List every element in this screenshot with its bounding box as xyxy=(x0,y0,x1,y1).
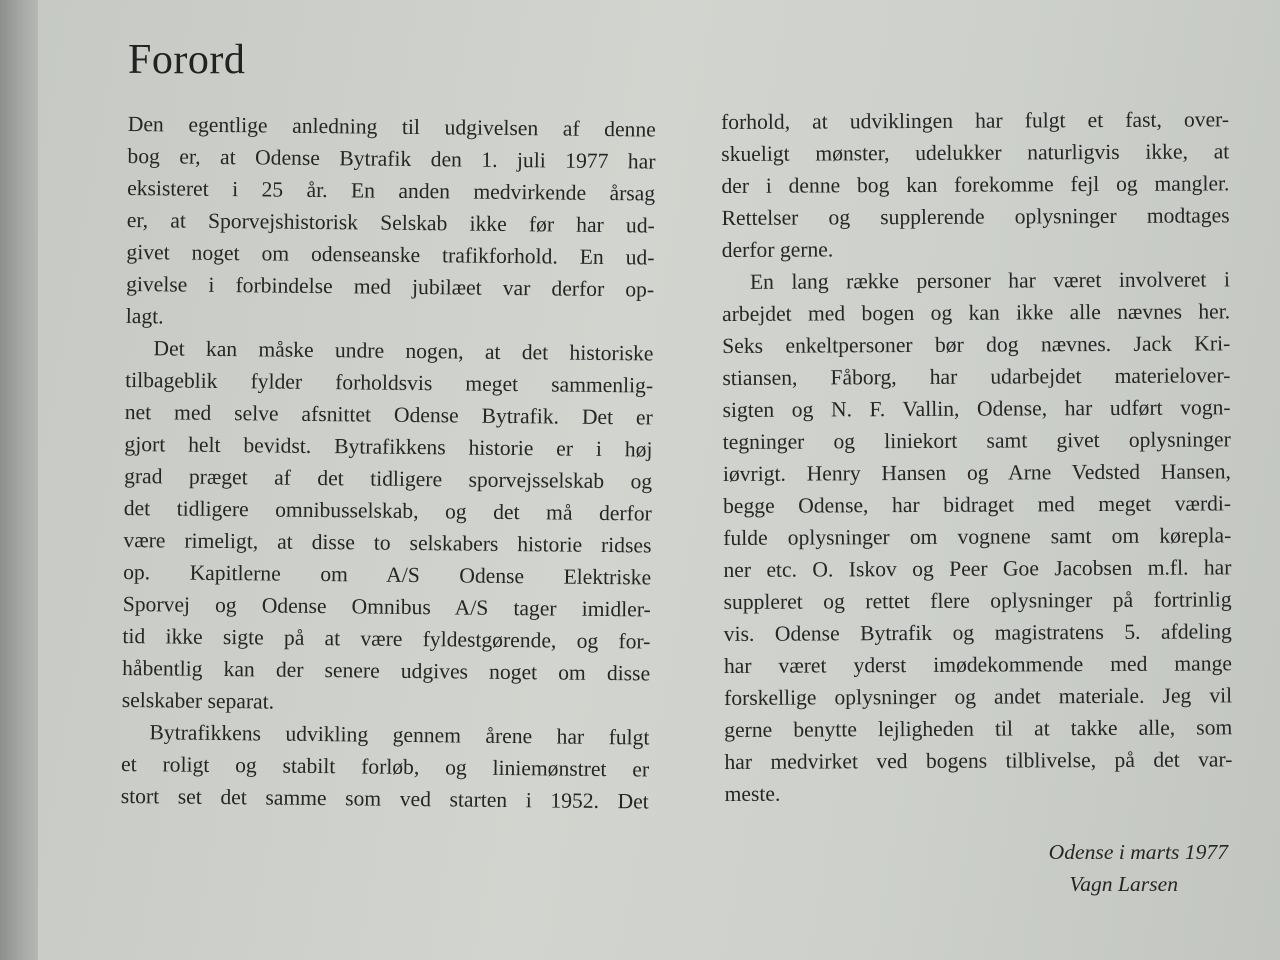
text-line: gerne benytte lejligheden til at takke alle, som xyxy=(724,715,1233,742)
signature-author: Vagn Larsen xyxy=(1069,872,1178,896)
text-line: Bytrafikkens udvikling gennem årene har fulgt xyxy=(149,720,650,750)
text-line: tegninger og liniekort samt givet oplysninger xyxy=(722,427,1231,454)
text-line: et roligt og stabilt forløb, og liniemønstret er xyxy=(121,751,650,782)
text-line: Rettelser og supplerende oplysninger modtages xyxy=(721,203,1230,230)
text-line: bog er, at Odense Bytrafik den 1. juli 1977 har xyxy=(127,143,656,174)
text-line: forskellige oplysninger og andet materiale. Jeg vil xyxy=(724,683,1233,710)
text-line: det tidligere omnibusselskab, og det må derfor xyxy=(123,495,652,526)
text-line: grad præget af det tidligere sporvejsselskab og xyxy=(124,463,653,494)
text-line: net med selve afsnittet Odense Bytrafik. Det er xyxy=(124,399,653,430)
text-line: Seks enkeltpersoner bør dog nævnes. Jack Kri- xyxy=(722,331,1231,358)
page-title: Forord xyxy=(128,37,246,83)
book-page xyxy=(38,0,1280,960)
book-spine-shadow xyxy=(0,0,38,960)
text-line: givelse i forbindelse med jubilæet var derfor op- xyxy=(126,271,655,302)
text-line: der i denne bog kan forekomme fejl og mangler. xyxy=(721,171,1230,198)
text-line: Det kan måske undre nogen, at det historiske xyxy=(153,336,654,366)
text-line: har medvirket ved bogens tilblivelse, på det var- xyxy=(724,747,1233,774)
text-line: skueligt mønster, udelukker naturligvis ikke, at xyxy=(721,139,1230,166)
text-line: forhold, at udviklingen har fulgt et fast, over- xyxy=(721,107,1230,134)
text-line: lagt. xyxy=(125,303,164,329)
text-line: Den egentlige anledning til udgivelsen af denne xyxy=(127,111,656,142)
left-text-column xyxy=(121,108,656,817)
text-line: stiansen, Fåborg, har udarbejdet materielover- xyxy=(722,363,1231,390)
text-line: iøvrigt. Henry Hansen og Arne Vedsted Hansen, xyxy=(722,459,1231,486)
text-line: eksisteret i 25 år. En anden medvirkende årsag xyxy=(127,175,656,206)
text-line: har været yderst imødekommende med mange xyxy=(723,651,1232,678)
text-line: suppleret og rettet flere oplysninger på fortrinlig xyxy=(723,587,1232,614)
text-line: ner etc. O. Iskov og Peer Goe Jacobsen m.fl. har xyxy=(723,555,1232,582)
text-line: gjort helt bevidst. Bytrafikkens historie er i høj xyxy=(124,431,653,462)
text-line: være rimeligt, at disse to selskabers historie ridses xyxy=(123,527,652,558)
text-line: tilbageblik fylder forholdsvis meget sammenlig- xyxy=(125,367,654,398)
text-line: meste. xyxy=(724,781,781,806)
text-line: givet noget om odenseanske trafikforhold. En ud- xyxy=(126,239,655,270)
signature-block xyxy=(918,836,1228,900)
signature-place-date: Odense i marts 1977 xyxy=(1048,840,1228,864)
text-line: fulde oplysninger om vognene samt om kørepla- xyxy=(723,523,1232,550)
text-line: arbejdet med bogen og kan ikke alle nævnes her. xyxy=(722,299,1231,326)
text-line: derfor gerne. xyxy=(721,237,834,262)
text-line: håbentlig kan der senere udgives noget om disse xyxy=(122,655,651,686)
text-line: begge Odense, har bidraget med meget værdi- xyxy=(723,491,1232,518)
text-line: vis. Odense Bytrafik og magistratens 5. afdeling xyxy=(723,619,1232,646)
text-line: En lang række personer har været involveret i xyxy=(749,267,1230,294)
right-text-column xyxy=(721,103,1233,810)
text-line: selskaber separat. xyxy=(121,687,275,714)
text-line: stort set det samme som ved starten i 1952. Det xyxy=(120,783,649,814)
text-line: er, at Sporvejshistorisk Selskab ikke før har ud- xyxy=(126,207,655,238)
text-line: tid ikke sigte på at være fyldestgørende, og for- xyxy=(122,623,651,654)
text-line: sigten og N. F. Vallin, Odense, har udført vogn- xyxy=(722,395,1231,422)
text-line: Sporvej og Odense Omnibus A/S tager imidler- xyxy=(122,591,651,622)
text-line: op. Kapitlerne om A/S Odense Elektriske xyxy=(123,559,652,590)
